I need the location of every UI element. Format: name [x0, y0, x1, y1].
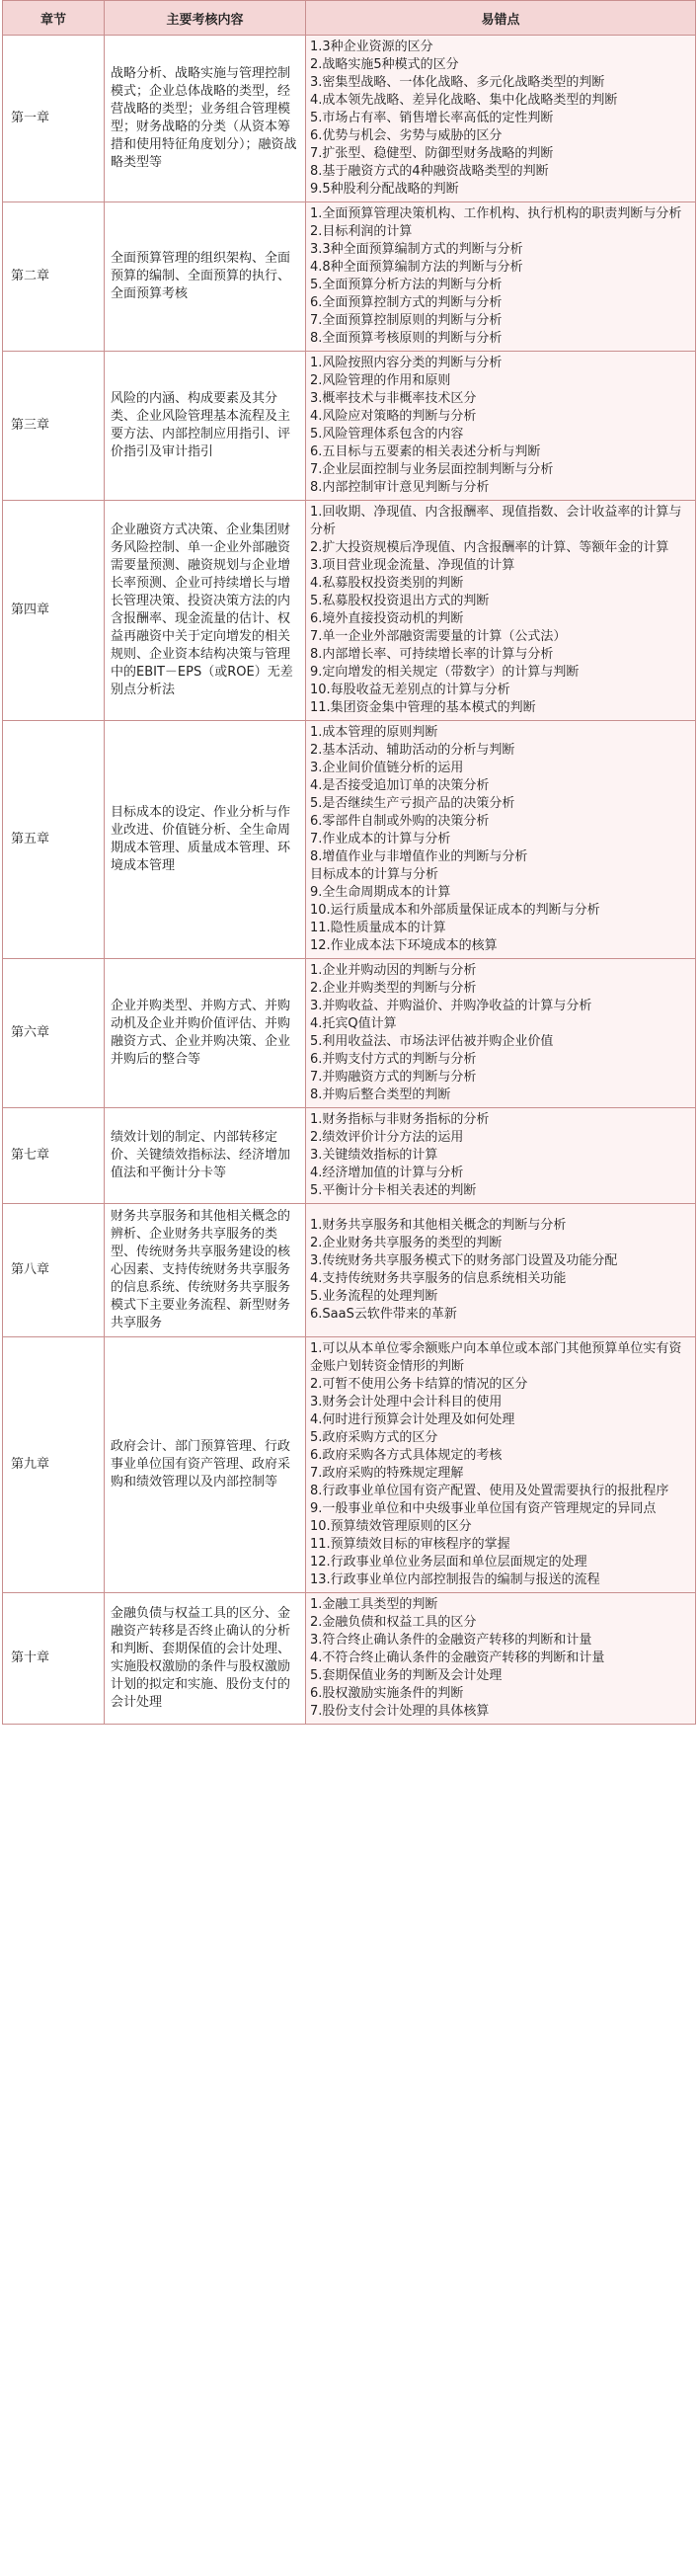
chapter-cell: 第四章 [3, 501, 105, 721]
error-point-item: 4.不符合终止确认条件的金融资产转移的判断和计量 [310, 1650, 605, 1665]
error-point-item: 3.企业间价值链分析的运用 [310, 761, 464, 775]
error-point-item: 8.内部控制审计意见判断与分析 [310, 480, 490, 495]
chapter-cell: 第七章 [3, 1108, 105, 1204]
error-point-item: 10.预算绩效管理原则的区分 [310, 1519, 472, 1534]
table-row [3, 501, 696, 721]
error-point-item: 6.政府采购各方式具体规定的考核 [310, 1448, 503, 1463]
error-point-item: 4.风险应对策略的判断与分析 [310, 409, 477, 424]
error-point-item: 5.平衡计分卡相关表述的判断 [310, 1183, 477, 1198]
chapter-cell: 第六章 [3, 959, 105, 1108]
chapter-cell: 第三章 [3, 352, 105, 501]
study-table-wrapper [2, 0, 695, 1725]
error-point-item: 9.一般事业单位和中央级事业单位国有资产管理规定的异同点 [310, 1501, 657, 1516]
error-point-item: 2.目标利润的计算 [310, 224, 413, 239]
error-point-item: 2.战略实施5种模式的区分 [310, 57, 459, 72]
error-point-item: 8.基于融资方式的4种融资战略类型的判断 [310, 164, 549, 179]
main-content-cell: 风险的内涵、构成要素及其分类、企业风险管理基本流程及主要方法、内部控制应用指引、评价指引及审计指引 [105, 352, 306, 501]
error-point-item: 12.行政事业单位业务层面和单位层面规定的处理 [310, 1555, 587, 1570]
error-point-item: 4.是否接受追加订单的决策分析 [310, 778, 490, 793]
error-point-item: 5.市场占有率、销售增长率高低的定性判断 [310, 111, 554, 125]
main-content-cell: 金融负债与权益工具的区分、金融资产转移是否终止确认的分析和判断、套期保值的会计处理、实施股权激励的条件与股权激励计划的拟定和实施、股份支付的会计处理 [105, 1593, 306, 1725]
table-row [3, 352, 696, 501]
error-point-item: 7.政府采购的特殊规定理解 [310, 1466, 464, 1481]
error-point-item: 12.作业成本法下环境成本的核算 [310, 938, 498, 953]
main-content-cell: 战略分析、战略实施与管理控制模式；企业总体战略的类型，经营战略的类型；业务组合管理模型；财务战略的分类（从资本筹措和使用特征角度划分）；融资战略类型等 [105, 36, 306, 202]
error-point-item: 6.零部件自制或外购的决策分析 [310, 814, 490, 829]
header-chapter: 章节 [3, 1, 105, 36]
error-point-item: 7.作业成本的计算与分析 [310, 832, 451, 846]
error-points-cell [306, 1593, 696, 1725]
error-point-item: 7.扩张型、稳健型、防御型财务战略的判断 [310, 146, 554, 161]
main-content-cell: 绩效计划的制定、内部转移定价、关键绩效指标法、经济增加值法和平衡计分卡等 [105, 1108, 306, 1204]
main-content-cell: 全面预算管理的组织架构、全面预算的编制、全面预算的执行、全面预算考核 [105, 202, 306, 352]
error-points-cell [306, 959, 696, 1108]
table-row [3, 1337, 696, 1593]
chapter-cell: 第二章 [3, 202, 105, 352]
table-row [3, 36, 696, 202]
error-point-item: 13.行政事业单位内部控制报告的编制与报送的流程 [310, 1572, 600, 1587]
error-point-item: 11.集团资金集中管理的基本模式的判断 [310, 700, 536, 715]
error-point-item: 5.风险管理体系包含的内容 [310, 427, 464, 442]
error-point-item: 9.定向增发的相关规定（带数字）的计算与判断 [310, 665, 580, 680]
error-point-item: 2.企业并购类型的判断与分析 [310, 981, 477, 996]
error-point-item: 1.企业并购动因的判断与分析 [310, 963, 477, 978]
error-point-item: 4.经济增加值的计算与分析 [310, 1166, 464, 1180]
error-point-item: 4.成本领先战略、差异化战略、集中化战略类型的判断 [310, 93, 618, 108]
error-points-cell [306, 1204, 696, 1337]
error-points-cell [306, 36, 696, 202]
chapter-cell: 第八章 [3, 1204, 105, 1337]
error-point-item: 3.并购收益、并购溢价、并购净收益的计算与分析 [310, 999, 592, 1013]
error-point-item: 3.关键绩效指标的计算 [310, 1148, 438, 1163]
error-point-item: 9.5种股利分配战略的判断 [310, 182, 459, 197]
error-points-cell [306, 501, 696, 721]
error-point-item: 1.金融工具类型的判断 [310, 1597, 438, 1612]
main-content-cell: 企业并购类型、并购方式、并购动机及企业并购价值评估、并购融资方式、企业并购决策、企业并购后的整合等 [105, 959, 306, 1108]
error-point-item: 7.全面预算控制原则的判断与分析 [310, 313, 503, 328]
table-body [3, 36, 696, 1725]
error-point-item: 8.内部增长率、可持续增长率的计算与分析 [310, 647, 554, 662]
chapter-cell: 第九章 [3, 1337, 105, 1593]
table-row [3, 959, 696, 1108]
chapter-cell: 第十章 [3, 1593, 105, 1725]
error-point-item: 6.五目标与五要素的相关表述分析与判断 [310, 444, 541, 459]
error-point-item: 11.预算绩效目标的审核程序的掌握 [310, 1537, 510, 1552]
main-content-cell: 财务共享服务和其他相关概念的辨析、企业财务共享服务的类型、传统财务共享服务建设的核心因素、支持传统财务共享服务的信息系统、传统财务共享服务模式下主要业务流程、新型财务共享服务 [105, 1204, 306, 1337]
error-point-item: 1.全面预算管理决策机构、工作机构、执行机构的职责判断与分析 [310, 206, 682, 221]
error-point-item: 6.境外直接投资动机的判断 [310, 611, 464, 626]
main-content-cell: 目标成本的设定、作业分析与作业改进、价值链分析、全生命周期成本管理、质量成本管理、环境成本管理 [105, 721, 306, 959]
error-point-item: 2.企业财务共享服务的类型的判断 [310, 1236, 503, 1250]
error-point-item: 3.财务会计处理中会计科目的使用 [310, 1395, 503, 1409]
error-point-item: 2.风险管理的作用和原则 [310, 373, 451, 388]
error-point-item: 3.项目营业现金流量、净现值的计算 [310, 558, 515, 573]
error-point-item: 7.并购融资方式的判断与分析 [310, 1070, 477, 1085]
table-row [3, 1204, 696, 1337]
error-point-item: 6.SaaS云软件带来的革新 [310, 1307, 457, 1322]
error-point-item: 4.支持传统财务共享服务的信息系统相关功能 [310, 1271, 567, 1286]
error-point-item: 4.私募股权投资类别的判断 [310, 576, 464, 591]
error-point-item: 4.何时进行预算会计处理及如何处理 [310, 1412, 515, 1427]
error-point-item: 1.回收期、净现值、内含报酬率、现值指数、会计收益率的计算与分析 [310, 505, 682, 537]
error-point-item: 6.股权激励实施条件的判断 [310, 1686, 464, 1701]
error-points-cell [306, 202, 696, 352]
error-points-cell [306, 1108, 696, 1204]
error-point-item: 8.全面预算考核原则的判断与分析 [310, 331, 503, 346]
error-point-item: 5.全面预算分析方法的判断与分析 [310, 278, 503, 292]
error-point-item: 5.业务流程的处理判断 [310, 1289, 438, 1304]
error-point-item: 10.运行质量成本和外部质量保证成本的判断与分析 [310, 903, 600, 918]
table-header-row [3, 1, 696, 36]
main-content-cell: 政府会计、部门预算管理、行政事业单位国有资产管理、政府采购和绩效管理以及内部控制等 [105, 1337, 306, 1593]
header-error-points: 易错点 [306, 1, 696, 36]
error-point-item: 5.私募股权投资退出方式的判断 [310, 594, 490, 608]
error-point-item: 5.利用收益法、市场法评估被并购企业价值 [310, 1034, 554, 1049]
exam-points-table [2, 0, 696, 1725]
error-point-item: 2.金融负债和权益工具的区分 [310, 1615, 477, 1630]
error-point-item: 6.并购支付方式的判断与分析 [310, 1052, 477, 1067]
table-row [3, 721, 696, 959]
error-point-item: 5.是否继续生产亏损产品的决策分析 [310, 796, 515, 811]
error-point-item: 5.套期保值业务的判断及会计处理 [310, 1668, 503, 1683]
error-point-item: 8.行政事业单位国有资产配置、使用及处置需要执行的报批程序 [310, 1484, 669, 1498]
error-point-item: 3.密集型战略、一体化战略、多元化战略类型的判断 [310, 75, 605, 90]
header-main-content: 主要考核内容 [105, 1, 306, 36]
error-point-item: 3.传统财务共享服务模式下的财务部门设置及功能分配 [310, 1253, 618, 1268]
error-points-cell [306, 352, 696, 501]
error-point-item: 7.单一企业外部融资需要量的计算（公式法） [310, 629, 567, 644]
error-point-item: 4.8种全面预算编制方法的判断与分析 [310, 260, 523, 275]
error-point-item: 3.概率技术与非概率技术区分 [310, 391, 477, 406]
error-point-item: 7.企业层面控制与业务层面控制判断与分析 [310, 462, 554, 477]
main-content-cell: 企业融资方式决策、企业集团财务风险控制、单一企业外部融资需要量预测、融资规划与企业增长率预测、企业可持续增长与增长管理决策、投资决策方法的内含报酬率、现金流量的估计、权益再融资中关于定向增发的相关规则、企业资本结构决策与管理中的EBIT－EPS（或ROE）无差别点分析法 [105, 501, 306, 721]
error-point-item: 3.符合终止确认条件的金融资产转移的判断和计量 [310, 1633, 592, 1648]
error-point-item: 1.可以从本单位零余额账户向本单位或本部门其他预算单位实有资金账户划转资金情形的判断 [310, 1341, 682, 1374]
error-points-cell [306, 1337, 696, 1593]
table-row [3, 202, 696, 352]
table-row [3, 1108, 696, 1204]
chapter-cell: 第五章 [3, 721, 105, 959]
error-point-item: 8.并购后整合类型的判断 [310, 1087, 451, 1102]
error-point-item: 2.绩效评价计分方法的运用 [310, 1130, 464, 1145]
error-point-item: 6.优势与机会、劣势与威胁的区分 [310, 128, 503, 143]
error-point-item: 目标成本的计算与分析 [310, 867, 439, 882]
error-point-item: 1.3种企业资源的区分 [310, 40, 433, 54]
chapter-cell: 第一章 [3, 36, 105, 202]
error-point-item: 2.可暂不使用公务卡结算的情况的区分 [310, 1377, 528, 1392]
error-point-item: 3.3种全面预算编制方式的判断与分析 [310, 242, 523, 257]
error-points-cell [306, 721, 696, 959]
error-point-item: 1.风险按照内容分类的判断与分析 [310, 356, 503, 370]
error-point-item: 1.财务指标与非财务指标的分析 [310, 1112, 490, 1127]
error-point-item: 6.全面预算控制方式的判断与分析 [310, 295, 503, 310]
error-point-item: 8.增值作业与非增值作业的判断与分析 [310, 849, 528, 864]
error-point-item: 10.每股收益无差别点的计算与分析 [310, 683, 510, 697]
error-point-item: 9.全生命周期成本的计算 [310, 885, 451, 900]
error-point-item: 1.财务共享服务和其他相关概念的判断与分析 [310, 1218, 567, 1233]
error-point-item: 7.股份支付会计处理的具体核算 [310, 1704, 490, 1719]
error-point-item: 11.隐性质量成本的计算 [310, 921, 446, 935]
error-point-item: 1.成本管理的原则判断 [310, 725, 438, 740]
table-row [3, 1593, 696, 1725]
error-point-item: 4.托宾Q值计算 [310, 1016, 397, 1031]
error-point-item: 2.基本活动、辅助活动的分析与判断 [310, 743, 515, 758]
error-point-item: 5.政府采购方式的区分 [310, 1430, 438, 1445]
error-point-item: 2.扩大投资规模后净现值、内含报酬率的计算、等额年金的计算 [310, 540, 669, 555]
